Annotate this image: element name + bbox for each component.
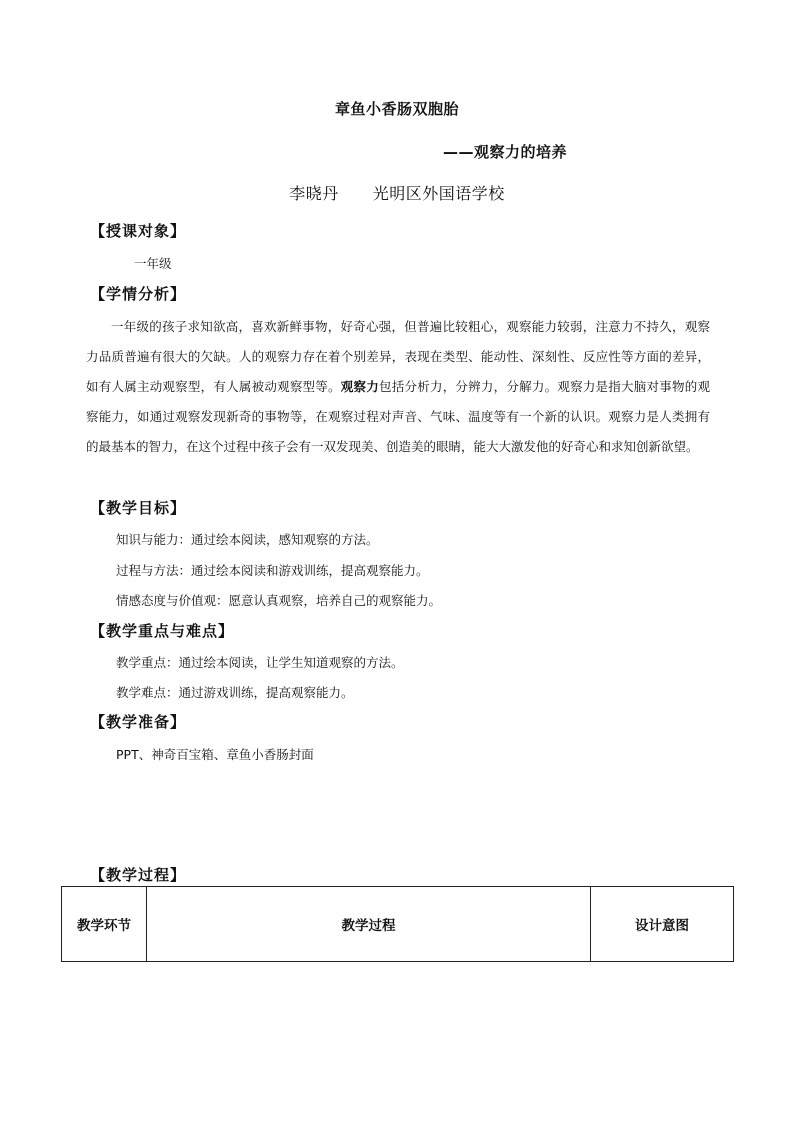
analysis-paragraph xyxy=(86,312,710,462)
audience-heading: 【授课对象】 xyxy=(90,222,187,240)
column-header-intent: 设计意图 xyxy=(591,887,734,962)
analysis-bold-term: 观察力 xyxy=(340,379,379,394)
analysis-text-after: 包括分析力，分辨力，分解力。观察力是指大脑对事物的观察能力，如通过观察发现新奇的事物等，在观察过程对声音、气味、温度等有一个新的认识。观察力是人类拥有的最基本的智力，在这个过程中孩子会有一双发现美、创造美的眼睛，能大大激发他的好奇心和求知创新欲望。 xyxy=(86,379,710,454)
author-line xyxy=(0,181,794,204)
preparation-heading: 【教学准备】 xyxy=(90,713,187,731)
goal-item: 知识与能力：通过绘本阅读，感知观察的方法。 xyxy=(116,532,379,547)
key-point-item: 教学难点：通过游戏训练，提高观察能力。 xyxy=(116,685,354,700)
column-header-stage: 教学环节 xyxy=(62,887,147,962)
key-point-item: 教学重点：通过绘本阅读，让学生知道观察的方法。 xyxy=(116,655,404,670)
school-name: 光明区外国语学校 xyxy=(372,184,505,203)
goal-item: 情感态度与价值观：愿意认真观察，培养自己的观察能力。 xyxy=(116,593,442,608)
analysis-text-before: 一年级的孩子求知欲高，喜欢新鲜事物，好奇心强，但普遍比较粗心，观察能力较弱，注意力不持久，观察力品质普遍有很大的欠缺。人的观察力存在着个别差异，表现在类型、能动性、深刻性、反应性等方面的差异，如有人属主动观察型，有人属被动观察型等。 xyxy=(86,319,710,394)
goals-heading: 【教学目标】 xyxy=(90,499,187,517)
audience-content: 一年级 xyxy=(134,256,172,271)
column-header-process: 教学过程 xyxy=(147,887,591,962)
author-name: 李晓丹 xyxy=(289,184,339,203)
document-title: 章鱼小香肠双胞胎 xyxy=(334,100,459,118)
document-subtitle: ——观察力的培养 xyxy=(443,143,568,161)
goal-item: 过程与方法：通过绘本阅读和游戏训练，提高观察能力。 xyxy=(116,563,429,578)
analysis-heading: 【学情分析】 xyxy=(90,285,187,303)
table-header-row xyxy=(62,887,734,962)
process-table xyxy=(61,886,734,962)
key-points-heading: 【教学重点与难点】 xyxy=(90,622,235,640)
process-heading: 【教学过程】 xyxy=(90,866,187,884)
preparation-content: PPT、神奇百宝箱、章鱼小香肠封面 xyxy=(116,747,314,762)
